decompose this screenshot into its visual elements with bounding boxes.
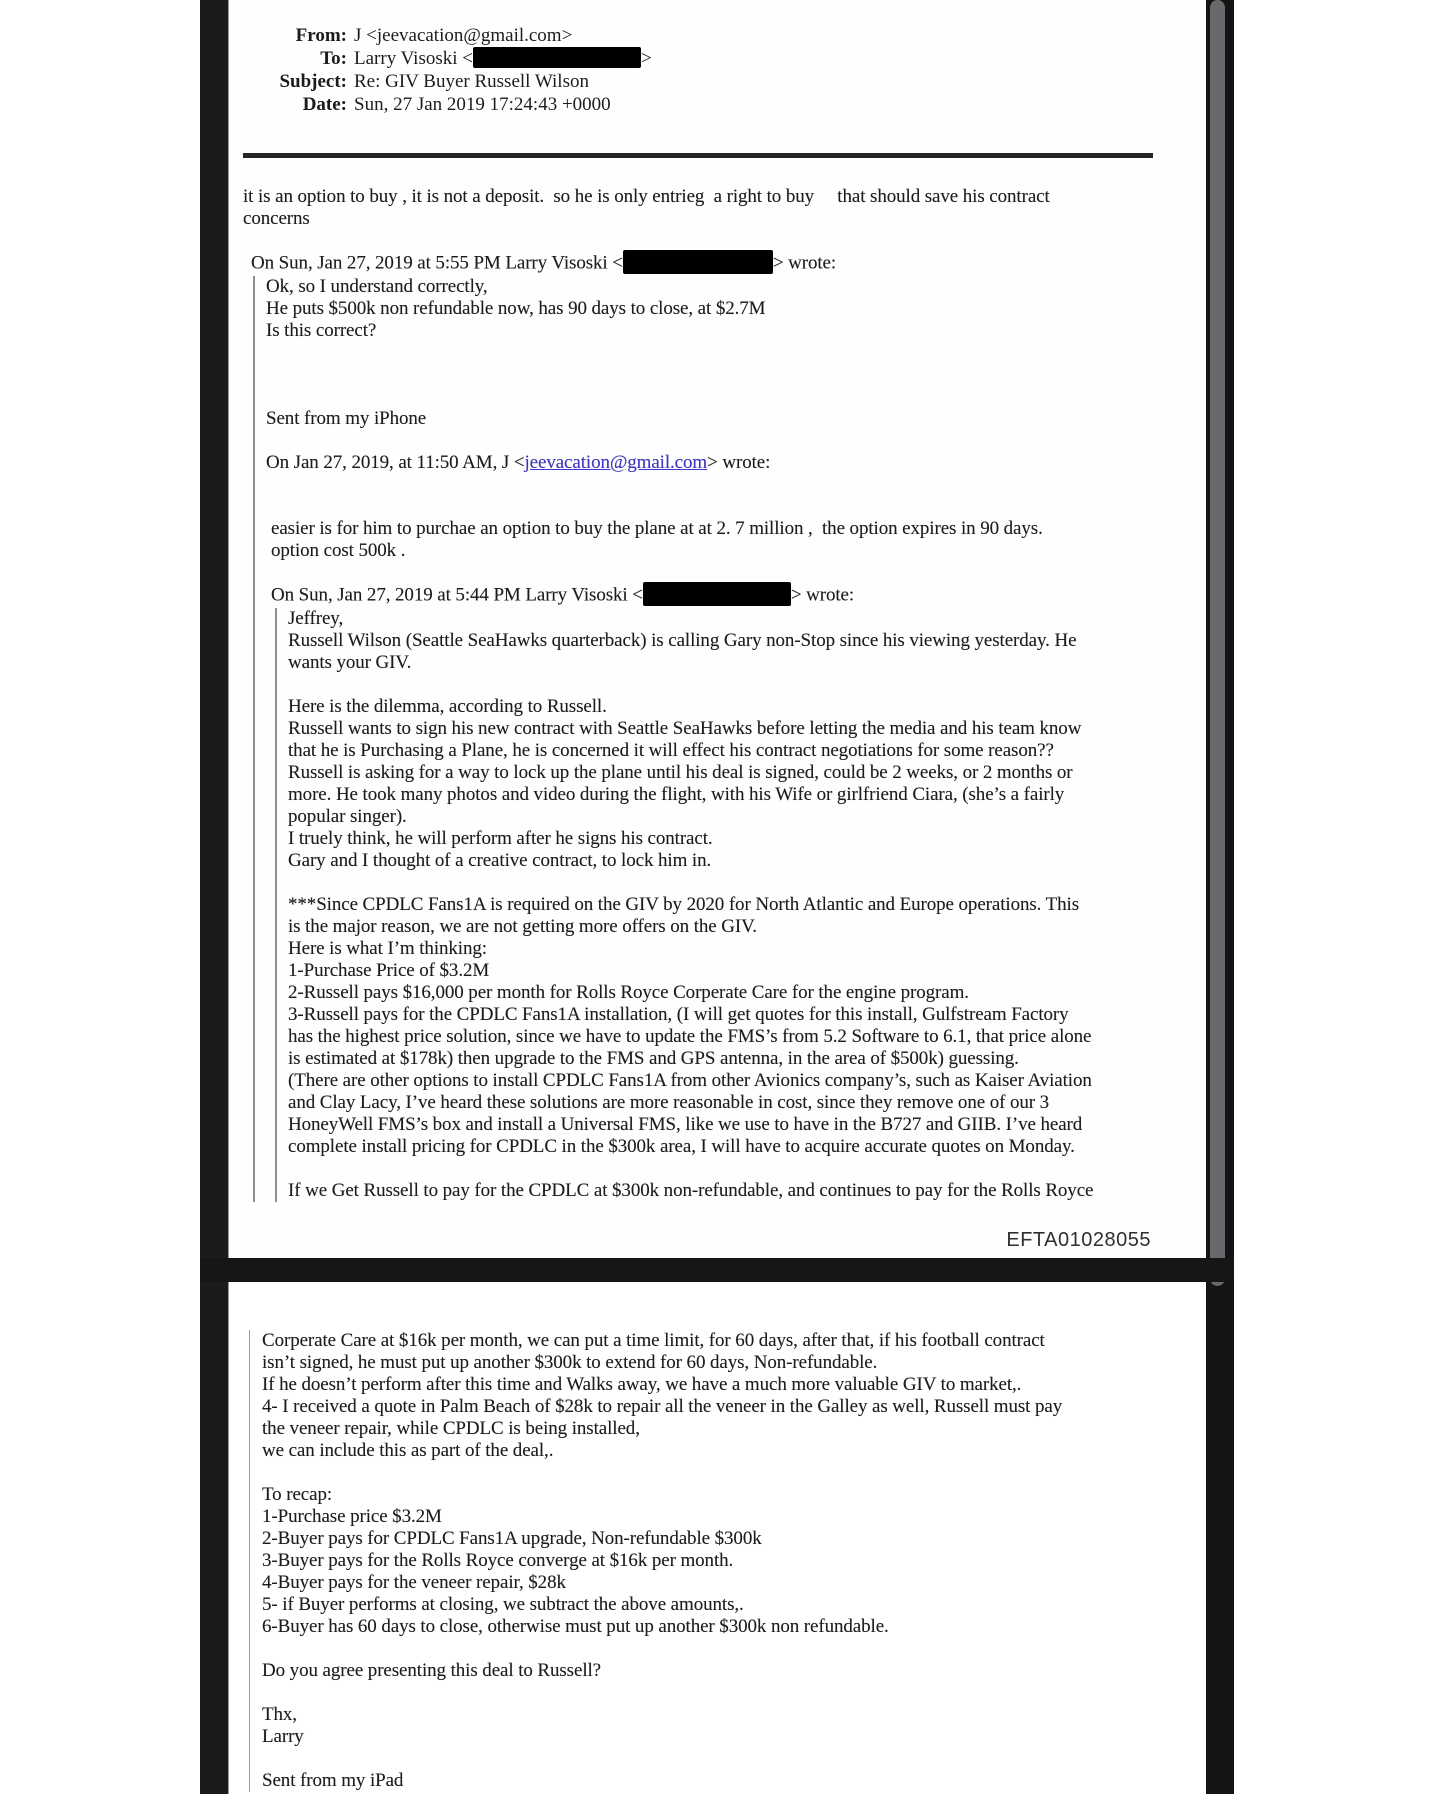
text-line [243,230,1188,252]
text-line: 1-Purchase Price of $3.2M [288,960,490,982]
text-line: Jeffrey, [288,608,344,630]
redaction-box [643,582,791,606]
text-line: Gary and I thought of a creative contract, to lock him in. [288,850,712,872]
text-line: Russell wants to sign his new contract with Seattle SeaHawks before letting the media and his team know [288,718,1082,740]
text-line: Corperate Care at $16k per month, we can put a time limit, for 60 days, after that, if his football contract [262,1330,1045,1351]
text-line [271,496,1188,518]
subject-value: Re: GIV Buyer Russell Wilson [354,71,589,93]
text-line: is estimated at $178k) then upgrade to the FMS and GPS antenna, in the area of $500k) guessing. [288,1048,1019,1070]
text-line: To recap: [262,1484,333,1505]
date-value: Sun, 27 Jan 2019 17:24:43 +0000 [354,94,611,116]
email-link[interactable]: jeevacation@gmail.com [524,452,708,474]
to-value: Larry Visoski < > [354,48,652,69]
scrollbar-thumb[interactable] [1210,0,1225,1286]
header-subject-row [243,70,1206,93]
text-line: Is this correct? [266,320,377,342]
text-line: it is an option to buy , it is not a deposit. so he is only entrieg a right to buy that should save his contract [243,186,1050,208]
page-break-bar [200,1258,1234,1282]
text-line: 2-Russell pays $16,000 per month for Rolls Royce Corperate Care for the engine program. [288,982,969,1004]
subject-label: Subject: [279,71,347,93]
to-label: To: [320,48,347,69]
text-line: isn’t signed, he must put up another $300k to extend for 60 days, Non-refundable. [262,1352,878,1373]
text-line: easier is for him to purchae an option to buy the plane at at 2. 7 million , the option expires in 90 days. [271,518,1043,540]
quote-attribution-555: On Sun, Jan 27, 2019 at 5:55 PM Larry Visoski < > wrote: [251,252,1188,276]
text-line: the veneer repair, while CPDLC is being installed, [262,1418,640,1439]
viewer-left-border [200,0,229,1794]
text-line: 5- if Buyer performs at closing, we subtract the above amounts,. [262,1594,744,1615]
top-message [243,186,1188,252]
text-line [271,562,1188,584]
text-line [262,1682,1190,1704]
text-line: that he is Purchasing a Plane, he is concerned it will effect his contract negotiations for some reason?? [288,740,1054,762]
email-header [243,24,1206,116]
text-line: more. He took many photos and video during the flight, with his Wife or girlfriend Ciara, (she’s a fairly [288,784,1065,806]
quoted-message-level-2 [271,474,1188,1202]
email-body [243,186,1188,1202]
text-line: 2-Buyer pays for CPDLC Fans1A upgrade, Non-refundable $300k [262,1528,762,1549]
text-line: Sent from my iPad [262,1770,404,1791]
email-page-2 [229,1282,1206,1794]
text-line [266,430,1188,452]
quoted-message-level-3 [275,608,1188,1202]
text-line [262,1748,1190,1770]
text-line: concerns [243,208,310,230]
bates-number: EFTA01028055 [1006,1229,1151,1251]
from-value: J <jeevacation@gmail.com> [354,25,573,46]
text-line: He puts $500k non refundable now, has 90 days to close, at $2.7M [266,298,766,320]
text-line: If we Get Russell to pay for the CPDLC at $300k non-refundable, and continues to pay for the Rolls Royce [288,1180,1094,1202]
text-line [262,1638,1190,1660]
text-line [288,674,1188,696]
text-line: Here is the dilemma, according to Russell. [288,696,607,718]
text-line: 1-Purchase price $3.2M [262,1506,442,1527]
text-line: has the highest price solution, since we have to update the FMS’s from 5.2 Software to 6.1, that price alone [288,1026,1092,1048]
text-line: ***Since CPDLC Fans1A is required on the GIV by 2020 for North Atlantic and Europe operations. This [288,894,1079,916]
text-line: Thx, [262,1704,297,1725]
text-line [262,1462,1190,1484]
text-line: option cost 500k . [271,540,406,562]
text-line: is the major reason, we are not getting more offers on the GIV. [288,916,757,938]
header-divider [243,153,1153,158]
text-line [288,872,1188,894]
text-line: If he doesn’t perform after this time and Walks away, we have a much more valuable GIV to market,. [262,1374,1022,1395]
text-line: and Clay Lacy, I’ve heard these solutions are more reasonable in cost, since they remove one of our 3 [288,1092,1050,1114]
text-line [266,342,1188,364]
quote-a-lines [266,276,1188,452]
quote-c-lines [288,608,1188,1202]
text-line: 3-Buyer pays for the Rolls Royce converge at $16k per month. [262,1550,734,1571]
text-line: we can include this as part of the deal,. [262,1440,554,1461]
header-to-row [243,47,1206,70]
redaction-box [473,47,641,68]
text-line: 6-Buyer has 60 days to close, otherwise must put up another $300k non refundable. [262,1616,889,1637]
text-line: Ok, so I understand correctly, [266,276,488,298]
text-line: I truely think, he will perform after he signs his contract. [288,828,713,850]
quote-attribution-544: On Sun, Jan 27, 2019 at 5:44 PM Larry Visoski < > wrote: [271,584,1188,608]
quoted-message-level-1 [253,276,1188,1202]
text-line: Russell Wilson (Seattle SeaHawks quarterback) is calling Gary non-Stop since his viewing yesterday. He [288,630,1077,652]
text-line [288,1158,1188,1180]
text-line: Larry [262,1726,304,1747]
text-line: Russell is asking for a way to lock up the plane until his deal is signed, could be 2 weeks, or 2 months or [288,762,1073,784]
text-line: Do you agree presenting this deal to Russell? [262,1660,602,1681]
text-line [266,364,1188,386]
redaction-box [623,250,773,274]
header-date-row [243,93,1206,116]
text-line: HoneyWell FMS’s box and install a Universal FMS, like we use to have in the B727 and GIIB. I’ve heard [288,1114,1083,1136]
email-page-1 [229,0,1206,1258]
text-line: 4- I received a quote in Palm Beach of $28k to repair all the veneer in the Galley as well, Russell must pay [262,1396,1063,1417]
page2-lines [262,1330,1190,1792]
text-line: popular singer). [288,806,407,828]
text-line: wants your GIV. [288,652,412,674]
text-line: Here is what I’m thinking: [288,938,487,960]
text-line: Sent from my iPhone [266,408,427,430]
date-label: Date: [302,94,347,116]
text-line [271,474,1188,496]
text-line [266,386,1188,408]
header-from-row [243,24,1206,47]
text-line: 3-Russell pays for the CPDLC Fans1A installation, (I will get quotes for this install, Gulfstream Factory [288,1004,1069,1026]
quote-attribution-1150: On Jan 27, 2019, at 11:50 AM, J <jeevacation@gmail.com> wrote: [266,452,771,474]
email-body-continued [243,1330,1190,1792]
text-line: 4-Buyer pays for the veneer repair, $28k [262,1572,566,1593]
quote-b-lines [271,474,1188,584]
text-line: complete install pricing for CPDLC in the $300k area, I will have to acquire accurate quotes on Monday. [288,1136,1075,1158]
quoted-message-continued [249,1330,1190,1792]
text-line: (There are other options to install CPDLC Fans1A from other Avionics company’s, such as Kaiser Aviation [288,1070,1092,1092]
from-label: From: [295,25,347,46]
